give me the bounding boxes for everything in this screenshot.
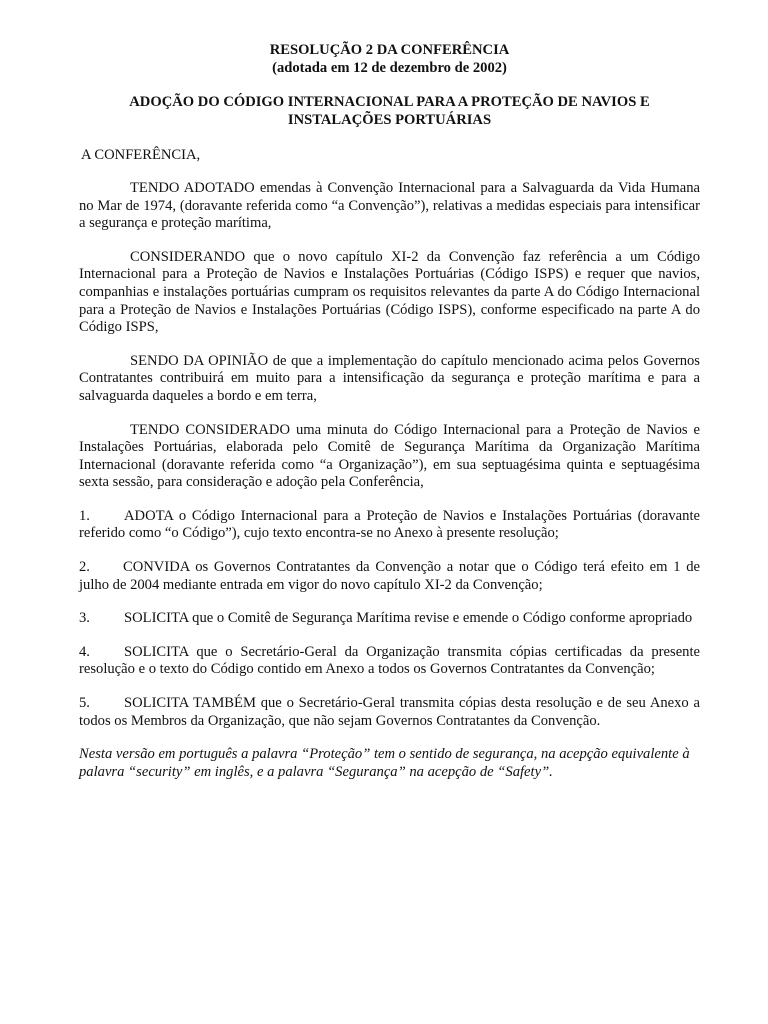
operative-item	[79, 559, 700, 594]
item-number: 2.	[79, 559, 90, 576]
adoption-date: (adotada em 12 de dezembro de 2002)	[272, 59, 507, 76]
item-number: 5.	[79, 695, 90, 712]
resolution-heading-line-1: ADOÇÃO DO CÓDIGO INTERNACIONAL PARA A PROTEÇÃO DE NAVIOS E	[129, 94, 650, 111]
operative-item	[79, 695, 700, 730]
preamble-paragraph: CONSIDERANDO que o novo capítulo XI-2 da Convenção faz referência a um Código Internacional para a Proteção de Navios e Instalações Portuárias (Código ISPS) e requer que navios, companhias e instalações portuárias cumpram os requisitos relevantes da parte A do Código Internacional para a Proteção de Navios e Instalações Portuárias (Código ISPS), conforme especificado na parte A do Código ISPS,	[79, 248, 700, 336]
preamble-paragraph: TENDO ADOTADO emendas à Convenção Internacional para a Salvaguarda da Vida Humana no Mar de 1974, (doravante referida como “a Convenção”), relativas a medidas especiais para intensificar a segurança e proteção marítima,	[79, 179, 700, 232]
item-text: ADOTA o Código Internacional para a Proteção de Navios e Instalações Portuárias (doravante referido como “o Código”), cujo texto encontra-se no Anexo à presente resolução;	[79, 507, 700, 542]
operative-item	[79, 610, 700, 628]
item-number: 4.	[79, 643, 90, 660]
resolution-heading-line-2: INSTALAÇÕES PORTUÁRIAS	[287, 111, 492, 128]
document-page	[79, 42, 700, 781]
item-text: SOLICITA que o Comitê de Segurança Marítima revise e emende o Código conforme apropriado	[124, 610, 693, 627]
translation-note: Nesta versão em português a palavra “Proteção” tem o sentido de segurança, na acepção equivalente à palavra “security” em inglês, e a palavra “Segurança” na acepção de “Safety”.	[79, 746, 690, 780]
resolution-title: RESOLUÇÃO 2 DA CONFERÊNCIA	[269, 42, 510, 58]
preamble-paragraph: TENDO CONSIDERADO uma minuta do Código Internacional para a Proteção de Navios e Instalações Portuárias, elaborada pelo Comitê de Segurança Marítima da Organização Marítima Internacional (doravante referida como “a Organização”), em sua septuagésima quinta e septuagésima sexta sessão, para consideração e adoção pela Conferência,	[79, 421, 700, 491]
item-text: SOLICITA que o Secretário-Geral da Organização transmita cópias certificadas da presente resolução e o texto do Código contido em Anexo a todos os Governos Contratantes da Convenção;	[79, 643, 700, 678]
item-number: 3.	[79, 610, 90, 627]
item-text: SOLICITA TAMBÉM que o Secretário-Geral transmita cópias desta resolução e de seu Anexo a todos os Membros da Organização, que não sejam Governos Contratantes da Convenção.	[79, 695, 700, 729]
preamble-paragraph: SENDO DA OPINIÃO de que a implementação do capítulo mencionado acima pelos Governos Contratantes contribuirá em muito para a intensificação da segurança e proteção marítima e para a salvaguarda daqueles a bordo e em terra,	[79, 352, 700, 404]
resolution-title-block	[79, 42, 700, 77]
resolution-heading-block	[79, 94, 700, 129]
item-number: 1.	[79, 507, 90, 524]
operative-item	[79, 508, 700, 543]
item-text: CONVIDA os Governos Contratantes da Convenção a notar que o Código terá efeito em 1 de julho de 2004 mediante entrada em vigor do novo capítulo XI-2 da Convenção;	[79, 559, 700, 593]
opening-line: A CONFERÊNCIA,	[81, 147, 201, 164]
operative-item	[79, 644, 700, 679]
